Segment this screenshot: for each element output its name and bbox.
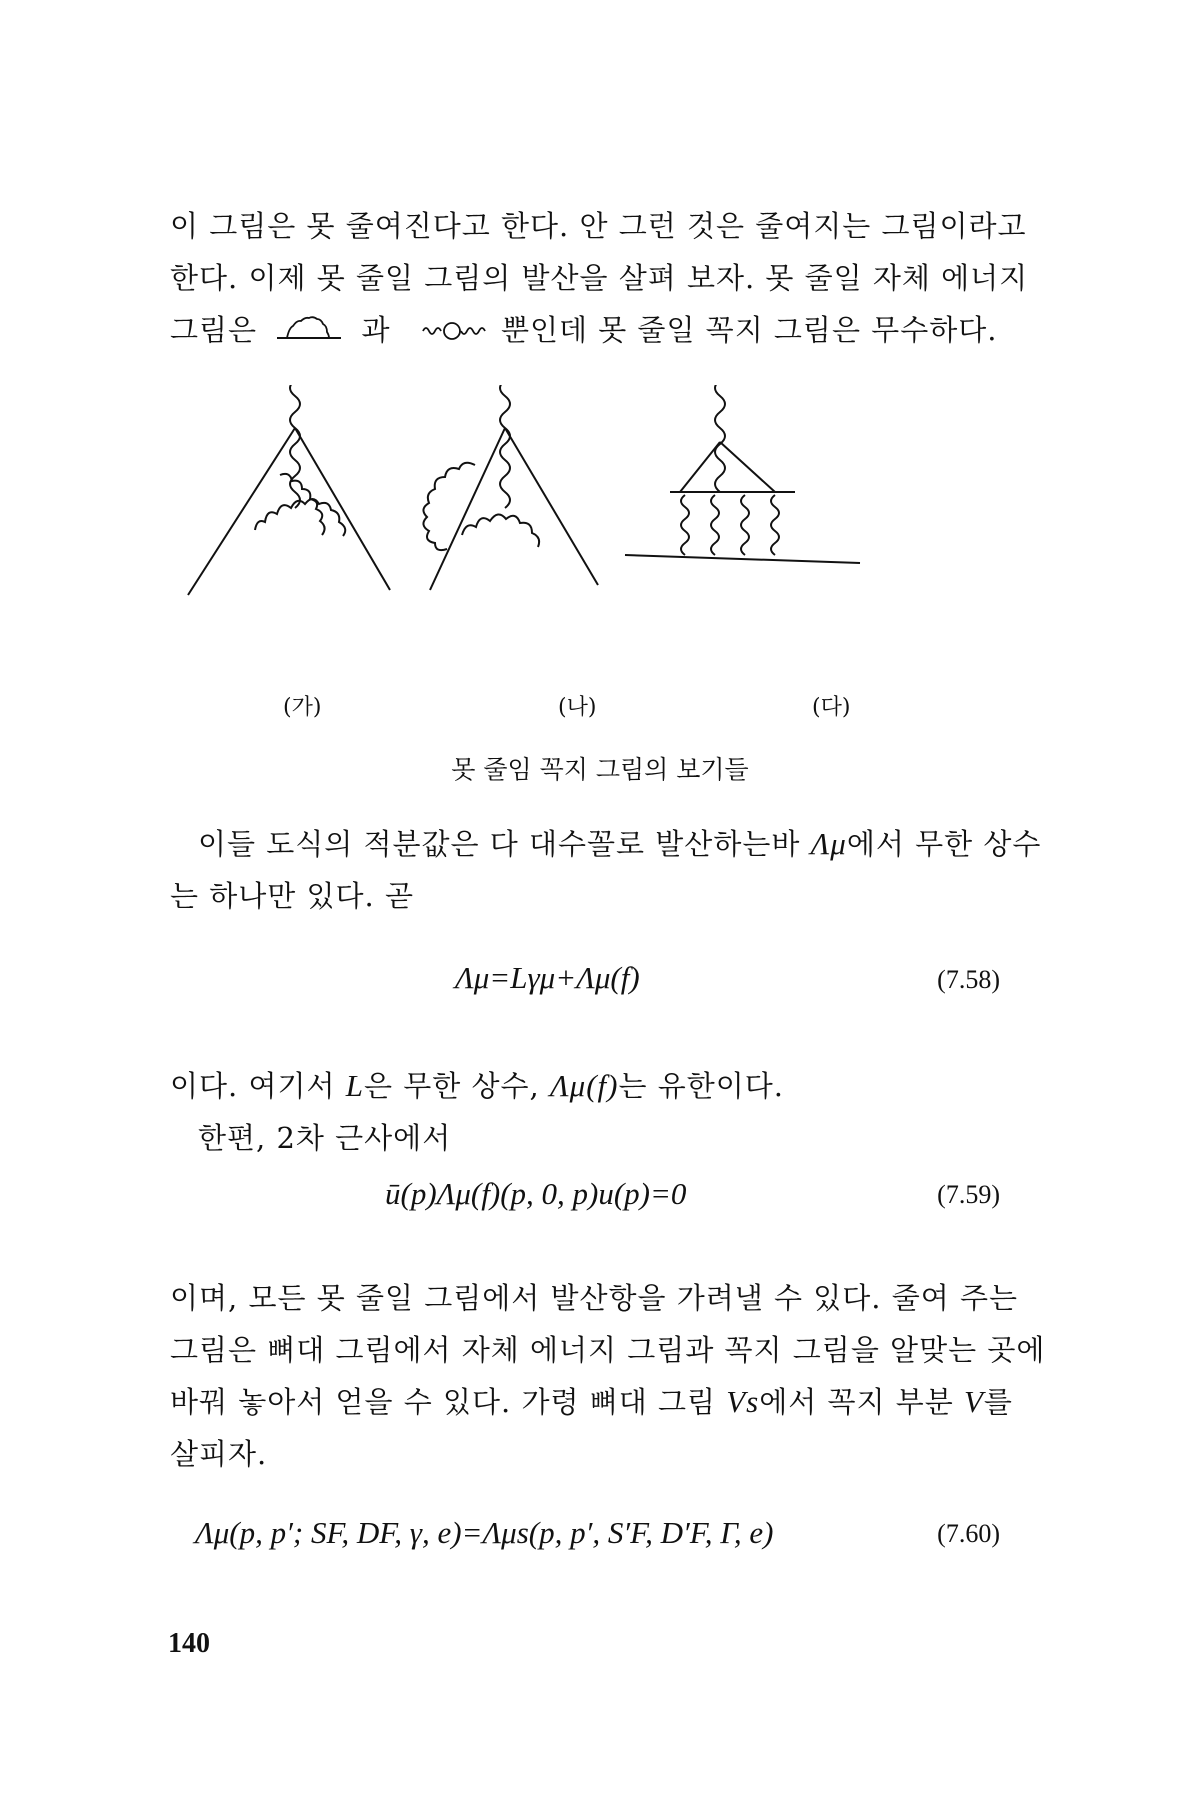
- text-fragment: 이들 도식의 적분값은 다 대수꼴로 발산하는바: [198, 827, 811, 861]
- text-fragment: 에서 꼭지 부분: [759, 1385, 964, 1419]
- vertex-diagrams-figure: [180, 385, 1000, 725]
- text-fragment: 그림은: [170, 313, 258, 347]
- text-line: 이며, 모든 못 줄일 그림에서 발산항을 가려낼 수 있다. 줄여 주는: [170, 1281, 1018, 1315]
- paragraph-4: [170, 1272, 1070, 1480]
- figure-label-a: (가): [283, 695, 322, 720]
- math-lambda-mu: Λμ: [810, 826, 847, 861]
- text-line: [170, 304, 1070, 356]
- text-line: 그림은 뼈대 그림에서 자체 에너지 그림과 꼭지 그림을 알맞는 곳에: [170, 1333, 1046, 1367]
- text-fragment: 뿐인데 못 줄일 꼭지 그림은 무수하다.: [500, 313, 998, 347]
- text-fragment: 은 무한 상수,: [363, 1069, 550, 1103]
- equation-number-7-58: (7.58): [937, 965, 1000, 994]
- diagram-a: [188, 385, 390, 595]
- paragraph-3: [170, 1060, 1070, 1164]
- diagram-b: [423, 385, 598, 590]
- figure-label-b: (나): [558, 695, 597, 720]
- text-fragment: 바꿔 놓아서 얻을 수 있다. 가령 뼈대 그림: [170, 1385, 727, 1419]
- text-line: 는 하나만 있다. 곧: [170, 879, 414, 913]
- equation-7-60: Λμ(p, p′; SF, DF, γ, e)=Λμs(p, p′, S′F, D′F, Γ, e): [195, 1515, 774, 1550]
- text-fragment: 는 유한이다.: [618, 1069, 784, 1103]
- text-line: 한편, 2차 근사에서: [198, 1121, 452, 1155]
- self-energy-electron-diagram: [273, 314, 345, 344]
- equation-number-7-60: (7.60): [937, 1519, 1000, 1548]
- page-number: 140: [168, 1628, 210, 1659]
- figure-label-c: (다): [812, 695, 851, 720]
- text-line: [170, 818, 1070, 870]
- text-fragment: 에서 무한 상수: [846, 827, 1042, 861]
- text-fragment: 이다. 여기서: [170, 1069, 346, 1103]
- equation-7-58: Λμ=Lγμ+Λμ(f): [455, 960, 640, 995]
- figure-caption: 못 줄임 꼭지 그림의 보기들: [451, 755, 749, 784]
- math-L: L: [345, 1068, 364, 1103]
- text-line: [170, 1060, 1070, 1112]
- paragraph-1: [170, 200, 1070, 356]
- self-energy-photon-diagram: [421, 317, 487, 343]
- paragraph-2: [170, 818, 1070, 922]
- math-V: V: [963, 1384, 984, 1419]
- text-line: 살피자.: [170, 1437, 268, 1471]
- math-lambda-f: Λμ(f): [549, 1068, 619, 1103]
- math-Vs: Vs: [726, 1384, 760, 1419]
- text-line: 한다. 이제 못 줄일 그림의 발산을 살펴 보자. 못 줄일 자체 에너지: [170, 261, 1029, 295]
- equation-7-59: ū(p)Λμ(f)(p, 0, p)u(p)=0: [385, 1176, 687, 1211]
- diagram-c: [625, 385, 860, 563]
- text-fragment: 를: [983, 1385, 1013, 1419]
- text-line: 이 그림은 못 줄여진다고 한다. 안 그런 것은 줄여지는 그림이라고: [170, 209, 1027, 243]
- text-fragment: 과: [361, 313, 391, 347]
- equation-number-7-59: (7.59): [937, 1180, 1000, 1209]
- text-line: [170, 1376, 1070, 1428]
